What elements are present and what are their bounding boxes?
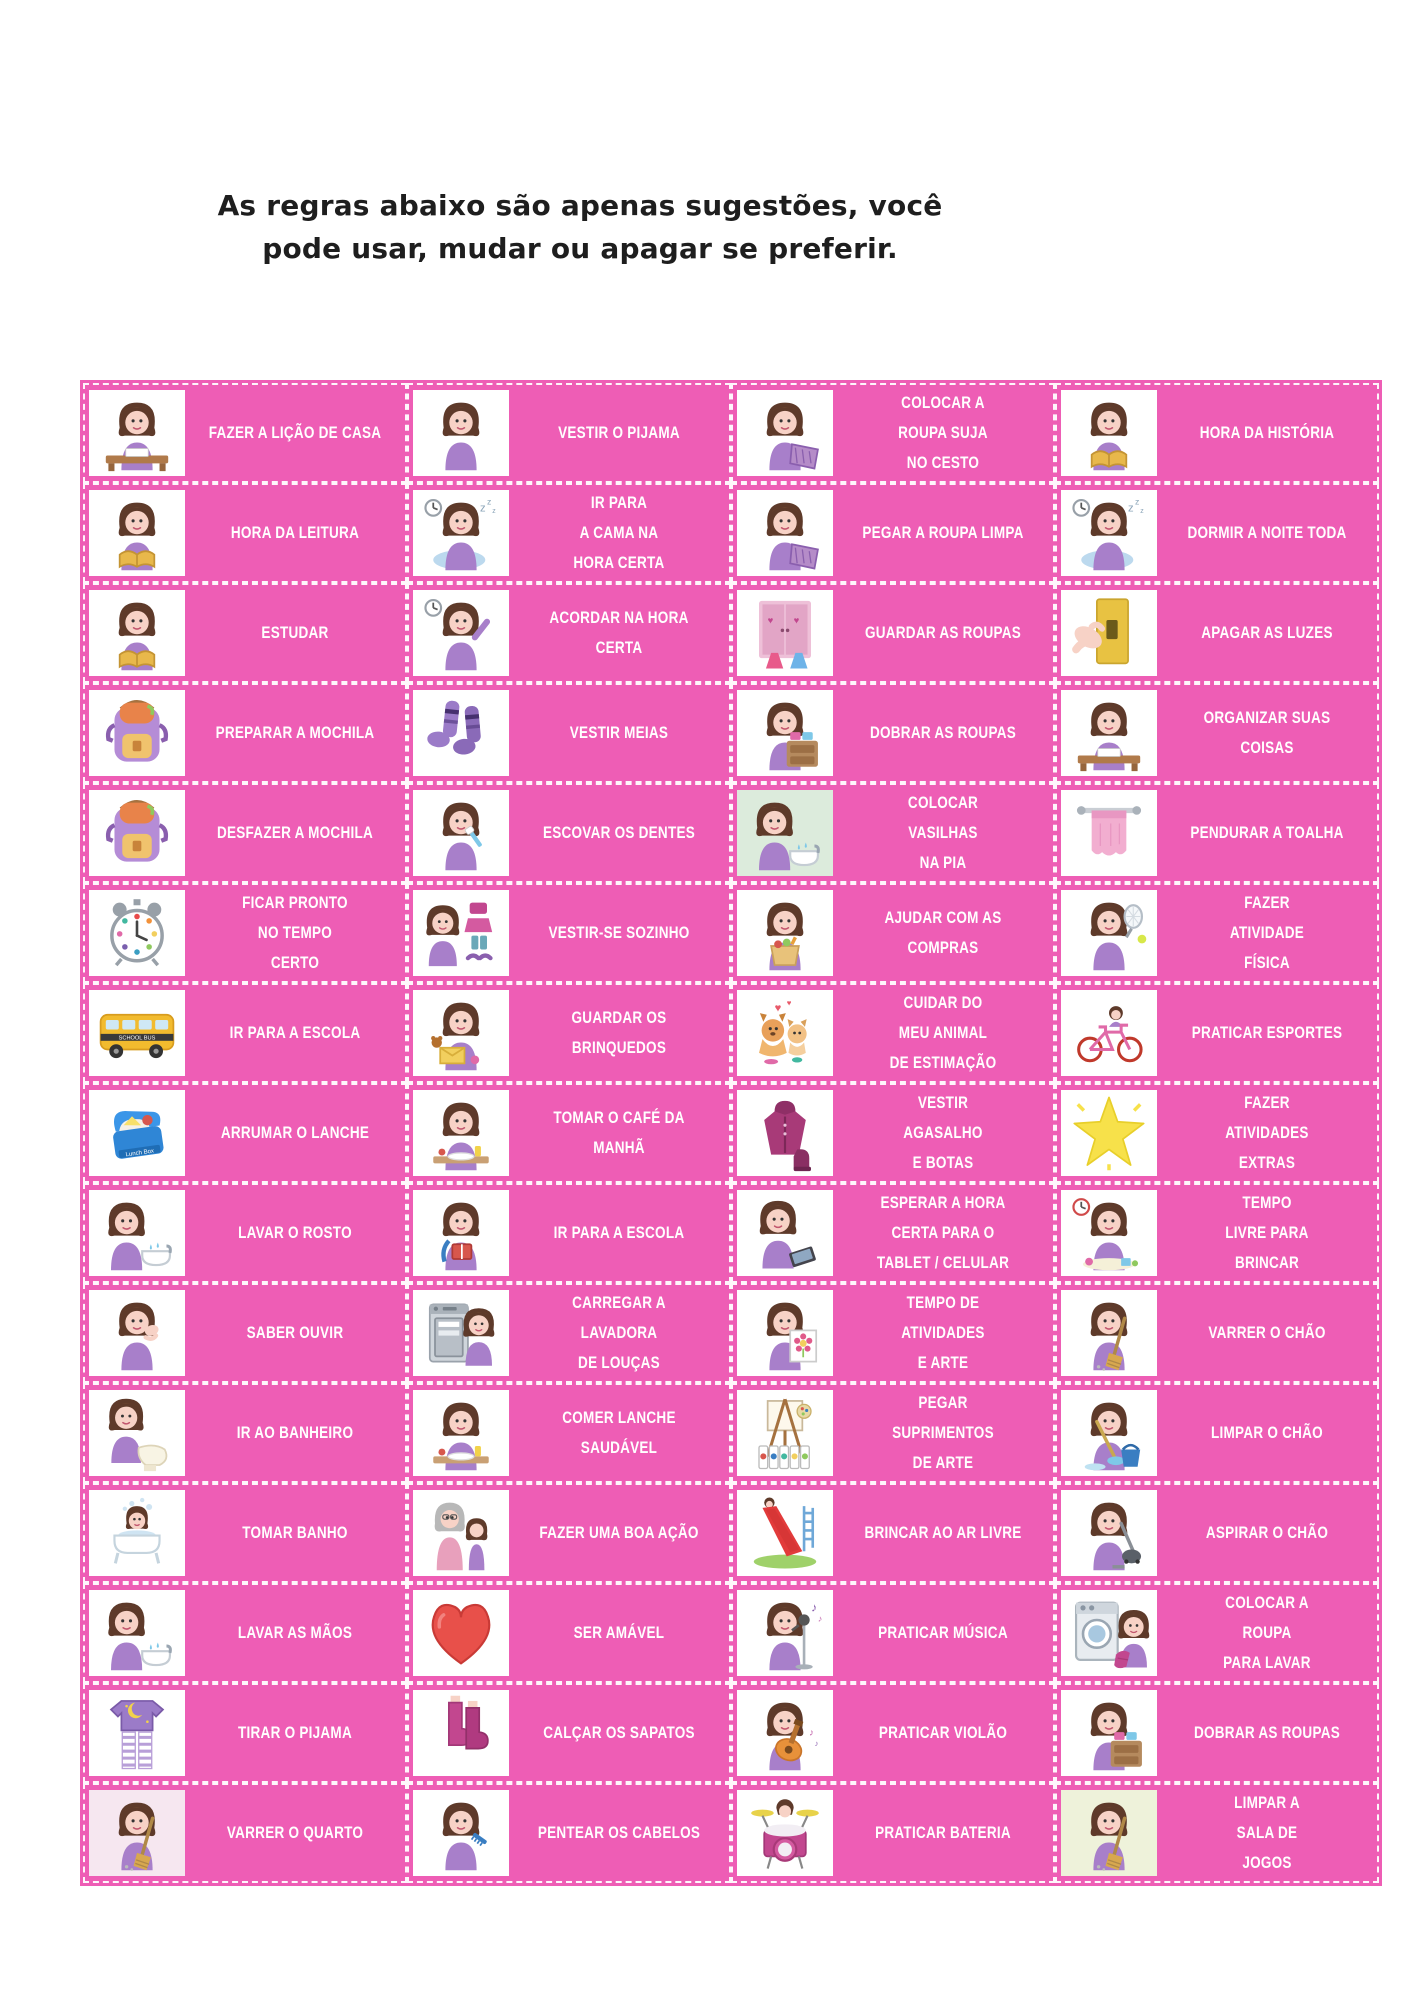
chore-card — [1055, 683, 1379, 783]
chore-label-line: ROUPA SUJA — [898, 424, 988, 442]
pets-icon — [737, 990, 833, 1076]
chore-label — [205, 1518, 385, 1548]
girl-fold-icon — [737, 690, 833, 776]
chore-label — [205, 418, 385, 448]
chore-label — [529, 418, 709, 448]
chore-label — [1177, 418, 1357, 448]
chore-label-line: SALA DE — [1236, 1824, 1298, 1842]
chore-label-line: FAZER — [1244, 894, 1290, 912]
switch-icon — [1061, 590, 1157, 676]
svg-text:♥: ♥ — [767, 615, 774, 627]
chore-label — [853, 1718, 1033, 1748]
svg-text:♪: ♪ — [811, 1600, 818, 1615]
chore-label — [205, 1418, 385, 1448]
svg-text:z: z — [1140, 508, 1144, 516]
chore-label — [853, 903, 1033, 963]
chore-label-line: COMER LANCHE SAUDÁVEL — [562, 1409, 676, 1457]
girl-broom-icon — [1061, 1290, 1157, 1376]
chore-label — [205, 1018, 385, 1048]
svg-text:Lunch Box: Lunch Box — [125, 1148, 155, 1159]
chore-label-line: PENTEAR OS CABELOS — [537, 1824, 701, 1842]
chore-label-line: TEMPO DE — [906, 1294, 980, 1312]
girl-toilet-icon — [89, 1390, 185, 1476]
chore-card — [407, 1183, 731, 1283]
chore-label — [853, 388, 1033, 478]
girl-icon — [413, 390, 509, 476]
chore-card — [1055, 1183, 1379, 1283]
girl-sleep-icon — [413, 490, 509, 576]
chore-label — [205, 1718, 385, 1748]
chore-label-line: DE LOUÇAS — [578, 1354, 660, 1372]
chore-label-line: CARREGAR A — [572, 1294, 666, 1312]
chore-label — [1177, 818, 1357, 848]
bike-icon — [1061, 990, 1157, 1076]
girl-listen-icon — [89, 1290, 185, 1376]
chore-card — [83, 1183, 407, 1283]
svg-text:♥: ♥ — [786, 998, 792, 1008]
chore-card — [731, 1583, 1055, 1683]
chore-label-line: NO CESTO — [906, 454, 980, 472]
chore-card — [731, 1083, 1055, 1183]
chore-label — [205, 1618, 385, 1648]
chore-label-line: CERTA PARA O — [891, 1224, 995, 1242]
towel-icon — [1061, 790, 1157, 876]
chore-label — [1177, 1318, 1357, 1348]
girl-sink-icon — [737, 790, 833, 876]
chore-card — [407, 1383, 731, 1483]
girl-comb-icon — [413, 1790, 509, 1876]
chore-label-line: VESTIR MEIAS — [569, 724, 669, 742]
chore-card — [731, 983, 1055, 1083]
chore-label-line: ESTUDAR — [261, 624, 329, 642]
chore-label-line: FAZER UMA BOA AÇÃO — [539, 1524, 699, 1542]
chore-card — [407, 983, 731, 1083]
chore-card — [83, 1783, 407, 1883]
chore-label-line: FICAR PRONTO — [242, 894, 348, 912]
girl-book-icon — [1061, 390, 1157, 476]
chore-label-line: PEGAR A ROUPA LIMPA — [862, 524, 1024, 542]
socks-icon — [413, 690, 509, 776]
girl-tablet-icon — [737, 1190, 833, 1276]
girl-broom-icon — [89, 1790, 185, 1876]
chore-label — [1177, 1588, 1357, 1678]
chore-card — [83, 583, 407, 683]
chore-label-line: GUARDAR AS ROUPAS — [864, 624, 1022, 642]
girl-bath-icon — [89, 1490, 185, 1576]
chore-label-line: NA PIA — [919, 854, 967, 872]
slide-icon — [737, 1490, 833, 1576]
chore-label-line: CALÇAR OS SAPATOS — [543, 1724, 695, 1742]
chore-label-line: VESTIR-SE SOZINHO — [548, 924, 690, 942]
chore-card — [731, 1683, 1055, 1783]
chore-card — [1055, 983, 1379, 1083]
girl-tennis-icon — [1061, 890, 1157, 976]
chore-label-line: FÍSICA — [1244, 954, 1290, 972]
chore-card — [731, 583, 1055, 683]
pajamas-icon — [89, 1690, 185, 1776]
chore-label-line: PRATICAR VIOLÃO — [878, 1724, 1008, 1742]
girl-book-icon — [89, 490, 185, 576]
chore-label — [1177, 1188, 1357, 1278]
chore-label — [205, 618, 385, 648]
chore-card — [83, 1483, 407, 1583]
chore-label-line: PARA LAVAR — [1223, 1654, 1311, 1672]
chore-label-line: PEGAR — [918, 1394, 968, 1412]
chore-label-line: VESTIR — [917, 1094, 969, 1112]
chore-label — [853, 518, 1033, 548]
girl-broom-icon — [1061, 1790, 1157, 1876]
wardrobe-icon — [737, 590, 833, 676]
chore-label-line: IR AO BANHEIRO — [236, 1424, 354, 1442]
chore-label — [205, 888, 385, 978]
chore-card — [1055, 783, 1379, 883]
chore-label-line: SUPRIMENTOS — [892, 1424, 994, 1442]
chore-label — [529, 488, 709, 578]
chore-card — [1055, 1083, 1379, 1183]
girl-eat-icon — [413, 1090, 509, 1176]
chore-label — [529, 1288, 709, 1378]
header-line-1: As regras abaixo são apenas sugestões, você — [217, 189, 943, 222]
chore-label-line: E BOTAS — [912, 1154, 974, 1172]
heart-icon — [413, 1590, 509, 1676]
chore-label — [529, 1518, 709, 1548]
chore-label — [853, 1388, 1033, 1478]
chore-card — [731, 1283, 1055, 1383]
chore-card — [83, 1383, 407, 1483]
chore-label — [853, 718, 1033, 748]
girl-art-icon — [737, 1290, 833, 1376]
chore-label-line: ATIVIDADES — [1225, 1124, 1309, 1142]
chore-label-line: PENDURAR A TOALHA — [1190, 824, 1344, 842]
chore-label-line: TIRAR O PIJAMA — [238, 1724, 352, 1742]
washer-girl-icon — [1061, 1590, 1157, 1676]
chore-label — [853, 1288, 1033, 1378]
chore-card — [1055, 483, 1379, 583]
girl-vacuum-icon — [1061, 1490, 1157, 1576]
dishwasher-icon — [413, 1290, 509, 1376]
chore-card — [83, 1583, 407, 1683]
chore-label-line: DE ARTE — [912, 1454, 974, 1472]
girl-eat-icon — [413, 1390, 509, 1476]
girl-mop-icon — [1061, 1390, 1157, 1476]
chore-card — [83, 1283, 407, 1383]
chore-card — [731, 1783, 1055, 1883]
girl-basket-icon — [737, 490, 833, 576]
chore-card — [407, 883, 731, 983]
chore-label — [1177, 618, 1357, 648]
svg-text:SCHOOL BUS: SCHOOL BUS — [118, 1035, 156, 1042]
svg-text:♪: ♪ — [814, 1739, 819, 1748]
clock-icon — [89, 890, 185, 976]
chore-label — [529, 1003, 709, 1063]
svg-text:z: z — [1128, 502, 1134, 515]
chore-label-line: MEU ANIMAL — [898, 1024, 988, 1042]
girl-book-icon — [89, 590, 185, 676]
backpack-icon — [89, 790, 185, 876]
chore-label-line: CUIDAR DO — [903, 994, 983, 1012]
chore-label-line: IR PARA — [590, 494, 648, 512]
girl-sleep-icon — [1061, 490, 1157, 576]
girl-desk-icon — [1061, 690, 1157, 776]
chore-label-line: BRINCAR AO AR LIVRE — [864, 1524, 1022, 1542]
chore-card — [407, 1283, 731, 1383]
girl-sink-icon — [89, 1190, 185, 1276]
chore-card — [407, 383, 731, 483]
chore-label — [205, 518, 385, 548]
cards-grid — [80, 380, 1382, 1886]
chore-label-line: PRATICAR BATERIA — [875, 1824, 1011, 1842]
chore-label-line: ATIVIDADES — [901, 1324, 985, 1342]
chore-label — [1177, 888, 1357, 978]
chore-label — [1177, 1518, 1357, 1548]
chore-label — [1177, 1718, 1357, 1748]
chore-label — [529, 918, 709, 948]
chore-card — [407, 1583, 731, 1683]
star-icon — [1061, 1090, 1157, 1176]
chore-label-line: DOBRAR AS ROUPAS — [1193, 1724, 1341, 1742]
chore-label-line: EXTRAS — [1238, 1154, 1296, 1172]
chore-card — [407, 583, 731, 683]
chore-label-line: GUARDAR OS BRINQUEDOS — [571, 1009, 667, 1057]
chore-label — [1177, 518, 1357, 548]
girl-clothes-icon — [413, 890, 509, 976]
chore-label — [853, 1088, 1033, 1178]
chore-label-line: E ARTE — [917, 1354, 969, 1372]
chore-card — [83, 883, 407, 983]
svg-text:♪: ♪ — [817, 1613, 823, 1624]
chore-card — [407, 483, 731, 583]
chore-label — [205, 1218, 385, 1248]
chore-label — [1177, 1788, 1357, 1878]
chore-label-line: FAZER A LIÇÃO DE CASA — [208, 424, 382, 442]
chore-label-line: SER AMÁVEL — [573, 1624, 665, 1642]
chore-card — [1055, 1483, 1379, 1583]
chore-label — [529, 1218, 709, 1248]
chore-label-line: COLOCAR A — [1225, 1594, 1309, 1612]
chore-label-line: LIMPAR O CHÃO — [1211, 1424, 1323, 1442]
chore-card — [731, 683, 1055, 783]
girl-fold-icon — [1061, 1690, 1157, 1776]
svg-text:♪: ♪ — [809, 1727, 815, 1739]
girl-basket-icon — [737, 390, 833, 476]
chore-label-line: NO TEMPO — [257, 924, 333, 942]
chore-card — [731, 1483, 1055, 1583]
chore-label-line: LAVAR O ROSTO — [238, 1224, 352, 1242]
chore-label — [853, 1188, 1033, 1278]
svg-text:♥: ♥ — [793, 615, 800, 627]
svg-text:z: z — [487, 496, 492, 507]
chore-label-line: VESTIR O PIJAMA — [558, 424, 680, 442]
chore-label-line: DOBRAR AS ROUPAS — [869, 724, 1017, 742]
chore-label-line: IR PARA A ESCOLA — [229, 1024, 361, 1042]
backpack-icon — [89, 690, 185, 776]
chore-label-line: VARRER O QUARTO — [226, 1824, 364, 1842]
chore-label — [853, 618, 1033, 648]
chore-label-line: TEMPO — [1242, 1194, 1292, 1212]
chore-label-line: TOMAR O CAFÉ DA MANHÃ — [553, 1109, 685, 1157]
chore-card — [731, 1183, 1055, 1283]
girl-sink-icon — [89, 1590, 185, 1676]
chore-label-line: SABER OUVIR — [246, 1324, 344, 1342]
chore-label — [529, 1818, 709, 1848]
girl-school-icon — [413, 1190, 509, 1276]
svg-text:z: z — [1135, 496, 1140, 507]
bus-icon — [89, 990, 185, 1076]
grandma-icon — [413, 1490, 509, 1576]
chore-card — [1055, 583, 1379, 683]
girl-toys-icon — [413, 990, 509, 1076]
chore-label-line: PREPARAR A MOCHILA — [215, 724, 375, 742]
chore-card — [731, 383, 1055, 483]
drums-icon — [737, 1790, 833, 1876]
chore-label — [529, 818, 709, 848]
chore-card — [407, 683, 731, 783]
chore-card — [407, 783, 731, 883]
chore-card — [83, 383, 407, 483]
chore-label-line: FAZER — [1244, 1094, 1290, 1112]
chore-label-line: DE ESTIMAÇÃO — [889, 1054, 997, 1072]
chore-label-line: A CAMA NA — [579, 524, 659, 542]
girl-brush-icon — [413, 790, 509, 876]
chore-label — [529, 1403, 709, 1463]
chore-label — [529, 1718, 709, 1748]
girl-wake-icon — [413, 590, 509, 676]
chore-label — [853, 1618, 1033, 1648]
chore-card — [83, 1683, 407, 1783]
chore-label-line: BRINCAR — [1234, 1254, 1300, 1272]
chore-label-line: TOMAR BANHO — [242, 1524, 348, 1542]
chore-label — [853, 1518, 1033, 1548]
chore-label-line: PRATICAR ESPORTES — [1191, 1024, 1343, 1042]
girl-guitar-icon — [737, 1690, 833, 1776]
chore-card — [83, 983, 407, 1083]
chore-label — [205, 1318, 385, 1348]
chore-card — [407, 1483, 731, 1583]
chore-card — [1055, 1283, 1379, 1383]
chore-card — [407, 1683, 731, 1783]
chore-label-line: HORA DA LEITURA — [230, 524, 360, 542]
chore-label — [853, 1818, 1033, 1848]
svg-text:z: z — [480, 502, 486, 515]
chore-label-line: ARRUMAR O LANCHE — [220, 1124, 370, 1142]
chore-card — [83, 1083, 407, 1183]
chore-label-line: COLOCAR A — [901, 394, 985, 412]
chore-label — [1177, 1088, 1357, 1178]
girl-sing-icon — [737, 1590, 833, 1676]
jacket-icon — [737, 1090, 833, 1176]
easel-icon — [737, 1390, 833, 1476]
chore-label-line: ORGANIZAR SUAS COISAS — [1203, 709, 1331, 757]
chore-label-line: HORA DA HISTÓRIA — [1199, 424, 1335, 442]
chore-label-line: AGASALHO — [903, 1124, 983, 1142]
chore-label-line: ASPIRAR O CHÃO — [1205, 1524, 1329, 1542]
chore-card — [731, 483, 1055, 583]
chore-label-line: HORA CERTA — [573, 554, 665, 572]
chore-card — [407, 1783, 731, 1883]
page-header — [80, 184, 1080, 270]
chore-label-line: DORMIR A NOITE TODA — [1187, 524, 1347, 542]
chore-card — [1055, 383, 1379, 483]
chore-card — [83, 783, 407, 883]
chore-card — [83, 483, 407, 583]
chore-card — [1055, 883, 1379, 983]
chore-label-line: APAGAR AS LUZES — [1201, 624, 1333, 642]
chore-label-line: LAVAR AS MÃOS — [237, 1624, 353, 1642]
chore-card — [1055, 1383, 1379, 1483]
chore-label-line: LIMPAR A — [1234, 1794, 1300, 1812]
chore-label — [205, 1818, 385, 1848]
chore-label — [853, 988, 1033, 1078]
chore-card — [731, 783, 1055, 883]
svg-text:♥: ♥ — [774, 1002, 782, 1015]
header-line-2: pode usar, mudar ou apagar se preferir. — [262, 232, 898, 265]
chore-label — [205, 718, 385, 748]
boots-icon — [413, 1690, 509, 1776]
chore-label — [529, 1618, 709, 1648]
chore-label-line: VARRER O CHÃO — [1208, 1324, 1326, 1342]
girl-play-icon — [1061, 1190, 1157, 1276]
chore-label-line: JOGOS — [1242, 1854, 1292, 1872]
chore-card — [1055, 1583, 1379, 1683]
chore-label-line: COLOCAR — [907, 794, 979, 812]
chore-label-line: ESCOVAR OS DENTES — [542, 824, 696, 842]
chore-card — [731, 1383, 1055, 1483]
chore-label — [853, 788, 1033, 878]
chore-label-line: ROUPA — [1242, 1624, 1292, 1642]
chore-card — [83, 683, 407, 783]
chore-label-line: ATIVIDADE — [1229, 924, 1305, 942]
chore-label — [529, 603, 709, 663]
girl-groceries-icon — [737, 890, 833, 976]
chore-label — [205, 1118, 385, 1148]
chore-card — [407, 1083, 731, 1183]
chore-label-line: LAVADORA — [580, 1324, 658, 1342]
lunchbox-icon — [89, 1090, 185, 1176]
chore-label — [205, 818, 385, 848]
chore-label — [1177, 1418, 1357, 1448]
chore-label-line: DESFAZER A MOCHILA — [216, 824, 374, 842]
chore-label — [1177, 1018, 1357, 1048]
chore-label-line: ESPERAR A HORA — [880, 1194, 1006, 1212]
chore-label-line: IR PARA A ESCOLA — [553, 1224, 685, 1242]
chore-label — [529, 1103, 709, 1163]
chore-card — [1055, 1783, 1379, 1883]
chore-label-line: LIVRE PARA — [1225, 1224, 1309, 1242]
chore-card — [731, 883, 1055, 983]
chore-label-line: CERTO — [270, 954, 320, 972]
chore-label — [529, 718, 709, 748]
svg-text:z: z — [492, 508, 496, 516]
chore-label — [1177, 703, 1357, 763]
chore-label-line: VASILHAS — [908, 824, 978, 842]
chore-card — [1055, 1683, 1379, 1783]
chore-label-line: TABLET / CELULAR — [876, 1254, 1010, 1272]
girl-desk-icon — [89, 390, 185, 476]
chore-label-line: PRATICAR MÚSICA — [878, 1624, 1008, 1642]
chore-label-line: ACORDAR NA HORA CERTA — [549, 609, 689, 657]
chore-label-line: AJUDAR COM AS COMPRAS — [884, 909, 1002, 957]
